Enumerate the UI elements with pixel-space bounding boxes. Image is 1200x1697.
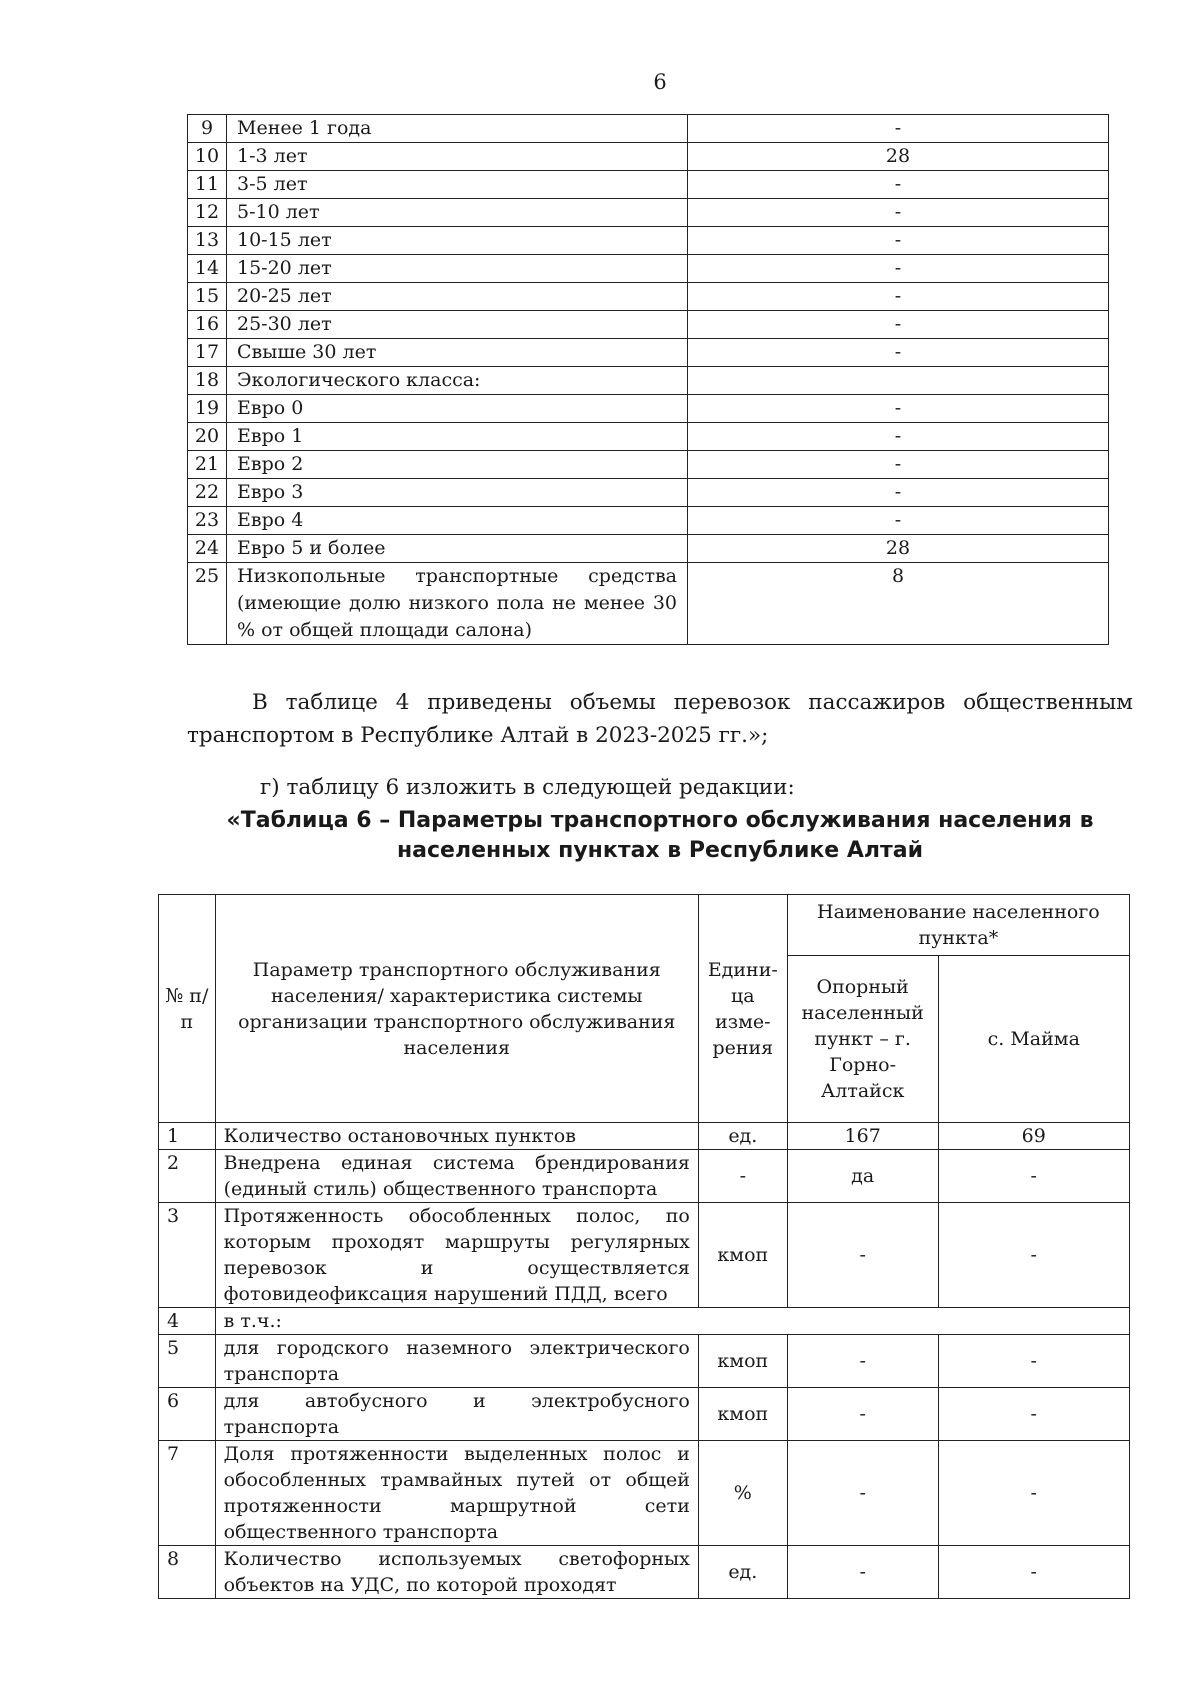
row-value: - xyxy=(688,395,1109,423)
row-number: 21 xyxy=(188,451,227,479)
table-row xyxy=(188,451,1109,479)
table6-row xyxy=(159,1546,1130,1599)
table-row xyxy=(188,395,1109,423)
row-value-mayma: 69 xyxy=(938,1123,1129,1150)
table-row xyxy=(188,199,1109,227)
row-param: Количество остановочных пунктов xyxy=(215,1123,698,1150)
row-value-gorno-altaysk: - xyxy=(787,1546,938,1599)
row-label: 25-30 лет xyxy=(227,311,688,339)
table6-row xyxy=(159,1388,1130,1441)
table6-row xyxy=(159,1308,1130,1335)
row-value: - xyxy=(688,227,1109,255)
table-row xyxy=(188,171,1109,199)
row-value: 28 xyxy=(688,535,1109,563)
row-label: 3-5 лет xyxy=(227,171,688,199)
row-label: 20-25 лет xyxy=(227,283,688,311)
row-number: 24 xyxy=(188,535,227,563)
row-number: 8 xyxy=(159,1546,216,1599)
table-row xyxy=(188,339,1109,367)
row-unit: ед. xyxy=(698,1546,787,1599)
table-row xyxy=(188,535,1109,563)
row-param: Протяженность обособленных полос, по которым проходят маршруты регулярных перевозок и осуществляется фотовидеофиксация нарушений ПДД, всего xyxy=(215,1203,698,1308)
row-value-mayma: - xyxy=(938,1546,1129,1599)
table-row xyxy=(188,115,1109,143)
row-number: 14 xyxy=(188,255,227,283)
row-value: 28 xyxy=(688,143,1109,171)
table-row xyxy=(188,479,1109,507)
row-value xyxy=(688,367,1109,395)
row-label: Экологического класса: xyxy=(227,367,688,395)
row-label: Евро 4 xyxy=(227,507,688,535)
row-value: - xyxy=(688,507,1109,535)
header-settlement-group: Наименование населенного пункта* xyxy=(787,895,1129,956)
table-row xyxy=(188,367,1109,395)
row-label: Евро 2 xyxy=(227,451,688,479)
row-value: - xyxy=(688,199,1109,227)
table6-row xyxy=(159,1203,1130,1308)
table-row xyxy=(188,227,1109,255)
row-label: Евро 5 и более xyxy=(227,535,688,563)
table6-row xyxy=(159,1123,1130,1150)
row-number: 25 xyxy=(188,563,227,645)
row-number: 3 xyxy=(159,1203,216,1308)
row-value-mayma: - xyxy=(938,1203,1129,1308)
row-param: в т.ч.: xyxy=(215,1308,1129,1335)
table6-row xyxy=(159,1335,1130,1388)
row-number: 19 xyxy=(188,395,227,423)
row-value: - xyxy=(688,311,1109,339)
row-number: 17 xyxy=(188,339,227,367)
row-number: 7 xyxy=(159,1441,216,1546)
row-number: 22 xyxy=(188,479,227,507)
row-unit: кмоп xyxy=(698,1388,787,1441)
row-label: Евро 1 xyxy=(227,423,688,451)
row-value: 8 xyxy=(688,563,1109,645)
table-row xyxy=(188,507,1109,535)
row-label: Свыше 30 лет xyxy=(227,339,688,367)
row-value-gorno-altaysk: - xyxy=(787,1388,938,1441)
row-label: 15-20 лет xyxy=(227,255,688,283)
row-value-gorno-altaysk: - xyxy=(787,1335,938,1388)
table-row xyxy=(188,255,1109,283)
row-unit: ед. xyxy=(698,1123,787,1150)
header-col-gorno-altaysk: Опорный населенный пункт – г. Горно-Алтайск xyxy=(787,956,938,1123)
row-value: - xyxy=(688,479,1109,507)
row-value-mayma: - xyxy=(938,1441,1129,1546)
row-value: - xyxy=(688,423,1109,451)
row-value-gorno-altaysk: - xyxy=(787,1441,938,1546)
row-value: - xyxy=(688,255,1109,283)
row-param: для городского наземного электрического транспорта xyxy=(215,1335,698,1388)
row-value-gorno-altaysk: - xyxy=(787,1203,938,1308)
row-param: Доля протяженности выделенных полос и обособленных трамвайных путей от общей протяженности маршрутной сети общественного транспорта xyxy=(215,1441,698,1546)
row-number: 5 xyxy=(159,1335,216,1388)
row-param: Внедрена единая система брендирования (единый стиль) общественного транспорта xyxy=(215,1150,698,1203)
row-label: 1-3 лет xyxy=(227,143,688,171)
row-label: Евро 0 xyxy=(227,395,688,423)
header-col-mayma: с. Майма xyxy=(938,956,1129,1123)
header-unit: Едини-ца изме-рения xyxy=(698,895,787,1123)
table6-row xyxy=(159,1150,1130,1203)
row-unit: % xyxy=(698,1441,787,1546)
row-number: 16 xyxy=(188,311,227,339)
header-param: Параметр транспортного обслуживания населения/ характеристика системы организации транспортного обслуживания населения xyxy=(215,895,698,1123)
row-value-gorno-altaysk: 167 xyxy=(787,1123,938,1150)
row-value: - xyxy=(688,451,1109,479)
row-value: - xyxy=(688,283,1109,311)
paragraph-table6-instruction: г) таблицу 6 изложить в следующей редакции: xyxy=(260,774,795,800)
row-param: для автобусного и электробусного транспорта xyxy=(215,1388,698,1441)
table-row xyxy=(188,311,1109,339)
row-label: 10-15 лет xyxy=(227,227,688,255)
row-number: 20 xyxy=(188,423,227,451)
row-number: 15 xyxy=(188,283,227,311)
row-number: 6 xyxy=(159,1388,216,1441)
row-number: 1 xyxy=(159,1123,216,1150)
table-row xyxy=(188,143,1109,171)
header-num: № п/ п xyxy=(159,895,216,1123)
row-label: 5-10 лет xyxy=(227,199,688,227)
row-unit: кмоп xyxy=(698,1203,787,1308)
row-label: Евро 3 xyxy=(227,479,688,507)
table-row xyxy=(188,283,1109,311)
table6 xyxy=(158,894,1130,1599)
table6-row xyxy=(159,1441,1130,1546)
row-number: 4 xyxy=(159,1308,216,1335)
row-number: 10 xyxy=(188,143,227,171)
page-number: 6 xyxy=(653,70,667,94)
paragraph-table4-reference: В таблице 4 приведены объемы перевозок пассажиров общественным транспортом в Республике Алтай в 2023-2025 гг.»; xyxy=(187,689,1133,748)
row-label: Менее 1 года xyxy=(227,115,688,143)
row-number: 23 xyxy=(188,507,227,535)
row-number: 13 xyxy=(188,227,227,255)
table-row xyxy=(188,563,1109,645)
table6-title: «Таблица 6 – Параметры транспортного обслуживания населения в населенных пунктах в Республике Алтай xyxy=(226,808,1094,863)
table-row xyxy=(188,423,1109,451)
row-number: 11 xyxy=(188,171,227,199)
row-value-mayma: - xyxy=(938,1388,1129,1441)
row-value: - xyxy=(688,339,1109,367)
row-unit: - xyxy=(698,1150,787,1203)
row-number: 9 xyxy=(188,115,227,143)
row-unit: кмоп xyxy=(698,1335,787,1388)
row-label: Низкопольные транспортные средства (имеющие долю низкого пола не менее 30 % от общей площади салона) xyxy=(227,563,688,645)
row-number: 18 xyxy=(188,367,227,395)
row-value-gorno-altaysk: да xyxy=(787,1150,938,1203)
row-value-mayma: - xyxy=(938,1150,1129,1203)
row-value: - xyxy=(688,171,1109,199)
row-number: 12 xyxy=(188,199,227,227)
row-value: - xyxy=(688,115,1109,143)
row-number: 2 xyxy=(159,1150,216,1203)
vehicle-age-table xyxy=(187,114,1109,645)
row-value-mayma: - xyxy=(938,1335,1129,1388)
row-param: Количество используемых светофорных объектов на УДС, по которой проходят xyxy=(215,1546,698,1599)
